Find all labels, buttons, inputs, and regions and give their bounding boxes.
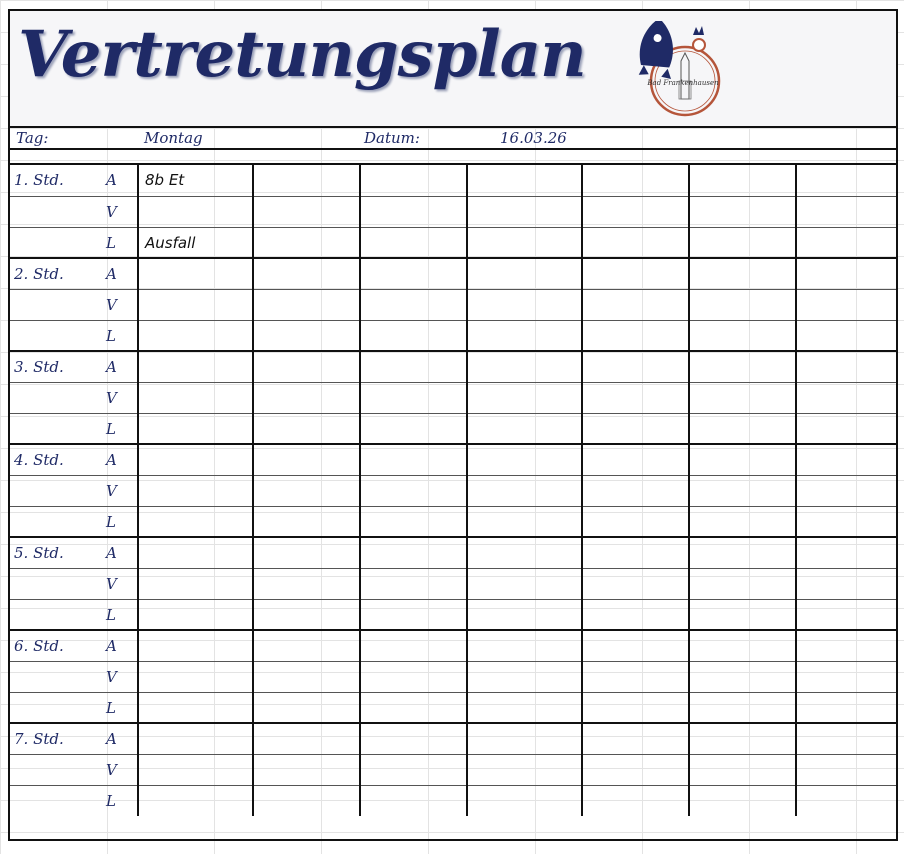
- period-cell[interactable]: [10, 289, 138, 320]
- schedule-cell[interactable]: [689, 754, 796, 785]
- schedule-cell[interactable]: [582, 382, 689, 413]
- schedule-cell[interactable]: [138, 258, 253, 289]
- table-row: [10, 289, 896, 320]
- schedule-cell[interactable]: [582, 475, 689, 506]
- row-type-label: L: [106, 419, 116, 438]
- schedule-cell[interactable]: [689, 258, 796, 289]
- schedule-cell[interactable]: [689, 444, 796, 475]
- schedule-cell[interactable]: [689, 382, 796, 413]
- schedule-cell[interactable]: [253, 537, 360, 568]
- schedule-cell[interactable]: [582, 537, 689, 568]
- schedule-cell[interactable]: [689, 537, 796, 568]
- row-type-label: A: [106, 451, 117, 469]
- schedule-cell[interactable]: [582, 165, 689, 196]
- title-banner[interactable]: [10, 11, 896, 128]
- schedule-cell[interactable]: [467, 568, 582, 599]
- schedule-cell[interactable]: [360, 475, 467, 506]
- schedule-cell[interactable]: [138, 785, 253, 816]
- schedule-cell[interactable]: [689, 320, 796, 351]
- table-row: [10, 785, 896, 816]
- period-cell[interactable]: [10, 754, 138, 785]
- table-row: [10, 320, 896, 351]
- table-row: [10, 475, 896, 506]
- row-type-label: A: [106, 171, 117, 189]
- schedule-cell[interactable]: [582, 692, 689, 723]
- schedule-cell[interactable]: [467, 413, 582, 444]
- schedule-cell[interactable]: [253, 444, 360, 475]
- schedule-cell[interactable]: [138, 382, 253, 413]
- schedule-cell[interactable]: [253, 754, 360, 785]
- schedule-cell[interactable]: [360, 227, 467, 258]
- schedule-cell[interactable]: [360, 537, 467, 568]
- table-row: [10, 723, 896, 754]
- schedule-cell[interactable]: [689, 785, 796, 816]
- schedule-cell[interactable]: [582, 723, 689, 754]
- schedule-cell[interactable]: [253, 661, 360, 692]
- schedule-cell[interactable]: [138, 754, 253, 785]
- period-label: 7. Std.: [14, 730, 64, 748]
- schedule-cell[interactable]: [796, 599, 896, 630]
- schedule-cell[interactable]: [796, 723, 896, 754]
- period-cell[interactable]: [10, 475, 138, 506]
- schedule-cell[interactable]: [689, 723, 796, 754]
- schedule-cell[interactable]: [582, 568, 689, 599]
- schedule-cell[interactable]: [138, 599, 253, 630]
- schedule-cell[interactable]: [796, 630, 896, 661]
- row-type-label: L: [106, 326, 116, 345]
- schedule-cell[interactable]: [582, 351, 689, 382]
- row-type-label: L: [106, 791, 116, 810]
- schedule-cell[interactable]: [138, 630, 253, 661]
- schedule-cell[interactable]: [796, 754, 896, 785]
- schedule-cell[interactable]: [253, 382, 360, 413]
- period-cell[interactable]: [10, 692, 138, 723]
- schedule-cell[interactable]: [360, 661, 467, 692]
- schedule-cell[interactable]: [467, 227, 582, 258]
- period-cell[interactable]: [10, 165, 138, 196]
- tag-label: Tag:: [16, 129, 49, 147]
- period-cell[interactable]: [10, 568, 138, 599]
- schedule-cell[interactable]: [689, 661, 796, 692]
- schedule-cell[interactable]: [467, 785, 582, 816]
- schedule-cell[interactable]: [467, 289, 582, 320]
- schedule-cell[interactable]: [467, 692, 582, 723]
- schedule-cell[interactable]: [253, 196, 360, 227]
- school-logo: [623, 21, 733, 121]
- schedule-cell[interactable]: [796, 320, 896, 351]
- schedule-cell[interactable]: [796, 661, 896, 692]
- row-type-label: L: [106, 605, 116, 624]
- schedule-cell[interactable]: [582, 506, 689, 537]
- table-row: [10, 258, 896, 289]
- schedule-cell[interactable]: [689, 599, 796, 630]
- schedule-cell[interactable]: [796, 568, 896, 599]
- schedule-cell[interactable]: [467, 444, 582, 475]
- schedule-cell[interactable]: [689, 568, 796, 599]
- rocket-logo-icon: [623, 21, 733, 121]
- schedule-cell[interactable]: [467, 165, 582, 196]
- schedule-cell[interactable]: [796, 196, 896, 227]
- table-row: [10, 165, 896, 196]
- schedule-cell[interactable]: [360, 165, 467, 196]
- schedule-cell[interactable]: [689, 475, 796, 506]
- schedule-cell[interactable]: [467, 723, 582, 754]
- table-row: [10, 196, 896, 227]
- schedule-cell[interactable]: [253, 630, 360, 661]
- table-row: [10, 351, 896, 382]
- schedule-cell[interactable]: [253, 227, 360, 258]
- schedule-cell[interactable]: [582, 630, 689, 661]
- schedule-cell[interactable]: [796, 785, 896, 816]
- tag-value[interactable]: Montag: [144, 129, 203, 147]
- schedule-cell[interactable]: [689, 413, 796, 444]
- row-type-label: A: [106, 358, 117, 376]
- schedule-cell[interactable]: [467, 258, 582, 289]
- schedule-cell[interactable]: [138, 568, 253, 599]
- period-label: 1. Std.: [14, 171, 64, 189]
- schedule-cell[interactable]: [253, 599, 360, 630]
- row-type-label: V: [106, 574, 117, 593]
- schedule-cell[interactable]: [467, 537, 582, 568]
- schedule-cell[interactable]: [467, 475, 582, 506]
- period-cell[interactable]: [10, 382, 138, 413]
- schedule-cell[interactable]: [360, 320, 467, 351]
- row-type-label: V: [106, 202, 117, 221]
- schedule-cell[interactable]: [582, 413, 689, 444]
- schedule-cell[interactable]: [360, 382, 467, 413]
- schedule-cell[interactable]: [360, 413, 467, 444]
- schedule-cell[interactable]: [689, 351, 796, 382]
- period-cell[interactable]: [10, 351, 138, 382]
- spacer-row: [10, 150, 896, 165]
- cell-entry: Ausfall: [145, 233, 196, 252]
- schedule-cell[interactable]: [796, 413, 896, 444]
- page-title: Vertretungsplan: [18, 17, 586, 92]
- schedule-cell[interactable]: [796, 475, 896, 506]
- period-label: 4. Std.: [14, 451, 64, 469]
- period-cell[interactable]: [10, 630, 138, 661]
- schedule-cell[interactable]: [360, 196, 467, 227]
- schedule-cell[interactable]: [138, 227, 253, 258]
- schedule-cell[interactable]: [689, 630, 796, 661]
- logo-town-text: Bad Frankenhausen: [647, 79, 719, 87]
- schedule-cell[interactable]: [360, 723, 467, 754]
- schedule-cell[interactable]: [253, 723, 360, 754]
- table-row: [10, 692, 896, 723]
- table-row: [10, 506, 896, 537]
- schedule-cell[interactable]: [138, 723, 253, 754]
- schedule-cell[interactable]: [138, 444, 253, 475]
- schedule-cell[interactable]: [138, 413, 253, 444]
- row-type-label: A: [106, 265, 117, 283]
- table-row: [10, 382, 896, 413]
- schedule-cell[interactable]: [138, 506, 253, 537]
- schedule-cell[interactable]: [360, 692, 467, 723]
- schedule-cell[interactable]: [796, 351, 896, 382]
- schedule-cell[interactable]: [360, 289, 467, 320]
- table-row: [10, 661, 896, 692]
- schedule-cell[interactable]: [360, 599, 467, 630]
- row-type-label: V: [106, 295, 117, 314]
- schedule-cell[interactable]: [582, 196, 689, 227]
- row-type-label: A: [106, 730, 117, 748]
- period-label: 2. Std.: [14, 265, 64, 283]
- schedule-cell[interactable]: [689, 227, 796, 258]
- substitution-table: [10, 165, 896, 816]
- schedule-cell[interactable]: [582, 661, 689, 692]
- schedule-cell[interactable]: [582, 444, 689, 475]
- schedule-cell[interactable]: [796, 382, 896, 413]
- schedule-cell[interactable]: [253, 692, 360, 723]
- table-row: [10, 599, 896, 630]
- schedule-cell[interactable]: [467, 382, 582, 413]
- table-row: [10, 413, 896, 444]
- period-cell[interactable]: [10, 227, 138, 258]
- datum-label: Datum:: [364, 129, 420, 147]
- schedule-cell[interactable]: [796, 444, 896, 475]
- schedule-cell[interactable]: [796, 227, 896, 258]
- row-type-label: L: [106, 698, 116, 717]
- schedule-cell[interactable]: [138, 475, 253, 506]
- period-cell[interactable]: [10, 413, 138, 444]
- period-cell[interactable]: [10, 320, 138, 351]
- schedule-cell[interactable]: [467, 630, 582, 661]
- period-cell[interactable]: [10, 723, 138, 754]
- schedule-cell[interactable]: [138, 692, 253, 723]
- schedule-cell[interactable]: [796, 537, 896, 568]
- schedule-cell[interactable]: [360, 568, 467, 599]
- schedule-cell[interactable]: [582, 227, 689, 258]
- period-cell[interactable]: [10, 506, 138, 537]
- schedule-cell[interactable]: [467, 320, 582, 351]
- period-cell[interactable]: [10, 785, 138, 816]
- schedule-cell[interactable]: [796, 692, 896, 723]
- schedule-cell[interactable]: [360, 258, 467, 289]
- period-label: 3. Std.: [14, 358, 64, 376]
- schedule-cell[interactable]: [582, 785, 689, 816]
- table-row: [10, 630, 896, 661]
- period-cell[interactable]: [10, 599, 138, 630]
- schedule-cell[interactable]: [582, 289, 689, 320]
- schedule-cell[interactable]: [253, 351, 360, 382]
- row-type-label: L: [106, 512, 116, 531]
- period-cell[interactable]: [10, 537, 138, 568]
- period-cell[interactable]: [10, 661, 138, 692]
- schedule-cell[interactable]: [467, 506, 582, 537]
- schedule-cell[interactable]: [467, 661, 582, 692]
- table-row: [10, 227, 896, 258]
- period-label: 5. Std.: [14, 544, 64, 562]
- row-type-label: V: [106, 481, 117, 500]
- schedule-cell[interactable]: [467, 351, 582, 382]
- table-row: [10, 444, 896, 475]
- period-cell[interactable]: [10, 258, 138, 289]
- schedule-cell[interactable]: [360, 630, 467, 661]
- schedule-cell[interactable]: [467, 196, 582, 227]
- schedule-cell[interactable]: [467, 754, 582, 785]
- row-type-label: A: [106, 544, 117, 562]
- period-cell[interactable]: [10, 444, 138, 475]
- table-row: [10, 537, 896, 568]
- schedule-cell[interactable]: [138, 537, 253, 568]
- schedule-cell[interactable]: [360, 351, 467, 382]
- schedule-cell[interactable]: [138, 196, 253, 227]
- cell-entry: 8b Et: [145, 171, 185, 189]
- schedule-sheet: [8, 9, 898, 841]
- table-row: [10, 754, 896, 785]
- schedule-cell[interactable]: [253, 785, 360, 816]
- schedule-cell[interactable]: [253, 413, 360, 444]
- schedule-cell[interactable]: [467, 599, 582, 630]
- schedule-cell[interactable]: [253, 320, 360, 351]
- schedule-cell[interactable]: [360, 506, 467, 537]
- schedule-cell[interactable]: [253, 475, 360, 506]
- schedule-cell[interactable]: [253, 289, 360, 320]
- schedule-cell[interactable]: [796, 258, 896, 289]
- table-row: [10, 568, 896, 599]
- schedule-cell[interactable]: [582, 599, 689, 630]
- schedule-cell[interactable]: [138, 661, 253, 692]
- schedule-cell[interactable]: [138, 320, 253, 351]
- schedule-cell[interactable]: [689, 165, 796, 196]
- schedule-cell[interactable]: [796, 289, 896, 320]
- schedule-cell[interactable]: [582, 754, 689, 785]
- schedule-cell[interactable]: [253, 165, 360, 196]
- period-cell[interactable]: [10, 196, 138, 227]
- schedule-cell[interactable]: [796, 506, 896, 537]
- schedule-cell[interactable]: [582, 258, 689, 289]
- schedule-cell[interactable]: [689, 692, 796, 723]
- schedule-cell[interactable]: [796, 165, 896, 196]
- row-type-label: V: [106, 667, 117, 686]
- schedule-cell[interactable]: [360, 444, 467, 475]
- schedule-cell[interactable]: [689, 289, 796, 320]
- schedule-cell[interactable]: [689, 196, 796, 227]
- row-type-label: L: [106, 233, 116, 252]
- schedule-cell[interactable]: [582, 320, 689, 351]
- row-type-label: V: [106, 760, 117, 779]
- datum-value[interactable]: 16.03.26: [500, 129, 567, 147]
- info-row: [10, 128, 896, 150]
- schedule-cell[interactable]: [138, 351, 253, 382]
- schedule-cell[interactable]: [689, 506, 796, 537]
- schedule-cell[interactable]: [138, 165, 253, 196]
- schedule-cell[interactable]: [360, 785, 467, 816]
- schedule-cell[interactable]: [253, 506, 360, 537]
- row-type-label: A: [106, 637, 117, 655]
- schedule-cell[interactable]: [253, 258, 360, 289]
- schedule-cell[interactable]: [360, 754, 467, 785]
- period-label: 6. Std.: [14, 637, 64, 655]
- schedule-cell[interactable]: [253, 568, 360, 599]
- row-type-label: V: [106, 388, 117, 407]
- schedule-cell[interactable]: [138, 289, 253, 320]
